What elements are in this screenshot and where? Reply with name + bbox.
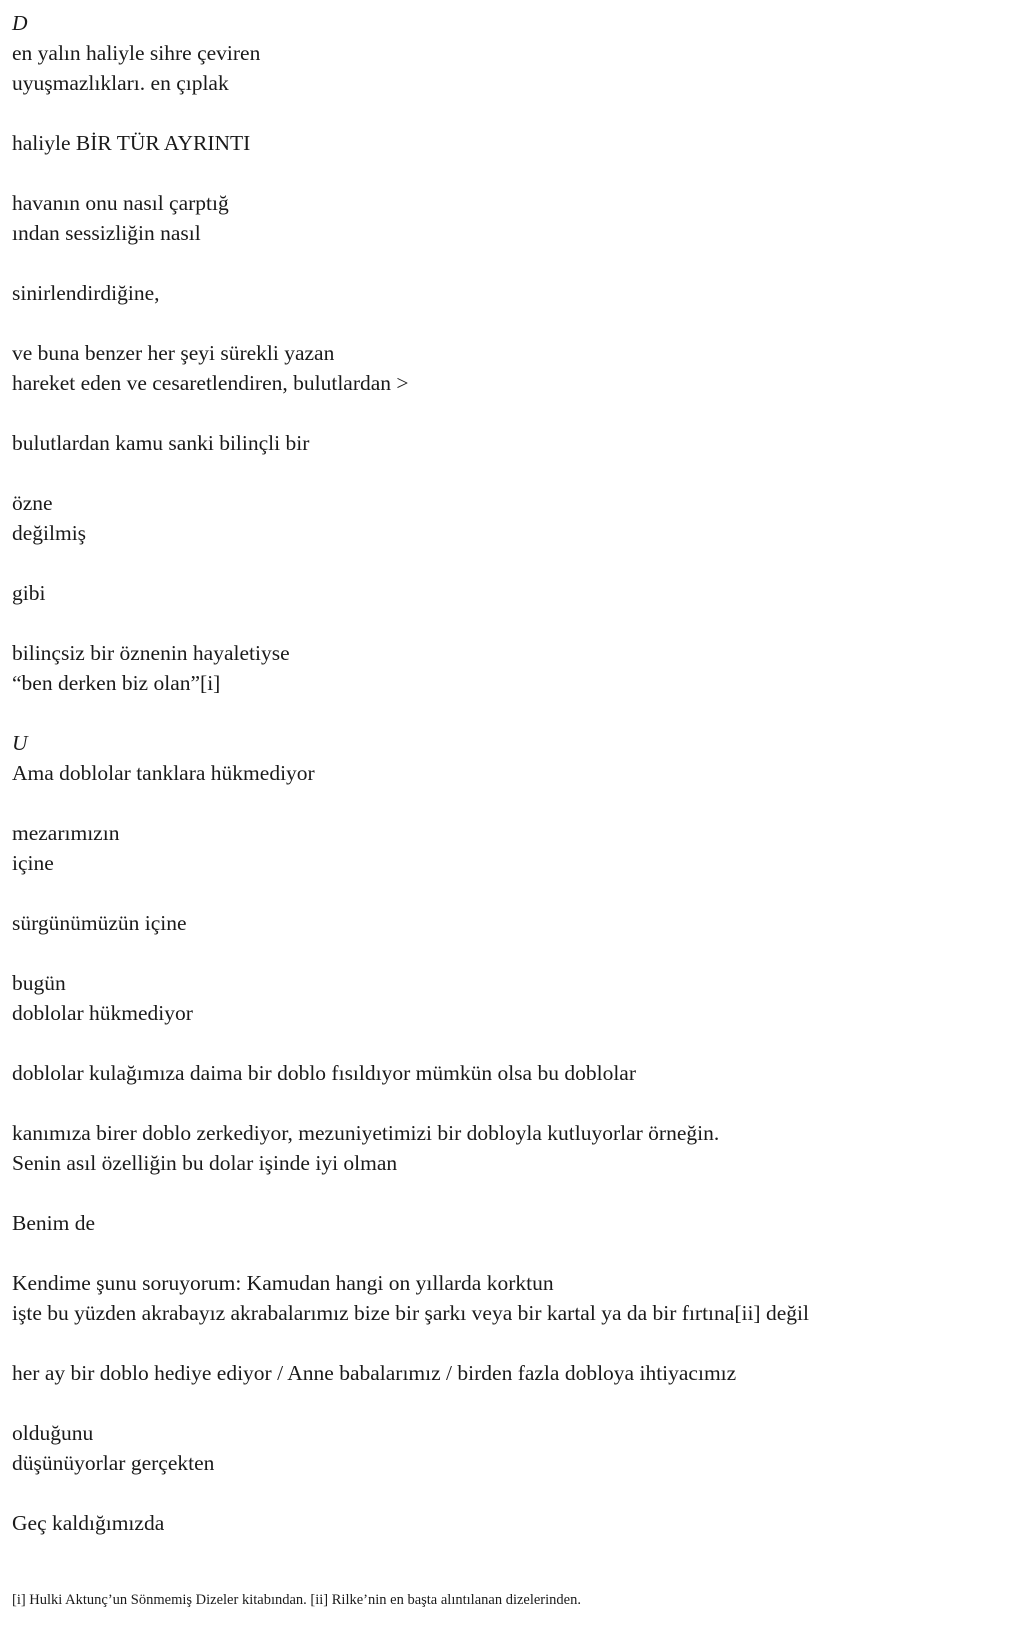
poem-line: özne — [12, 491, 53, 515]
poem-line: Ama doblolar tanklara hükmediyor — [12, 761, 315, 785]
poem-line: doblolar kulağımıza daima bir doblo fısıldıyor mümkün olsa bu doblolar — [12, 1061, 636, 1085]
poem-line: hareket eden ve cesaretlendiren, bulutlardan > — [12, 371, 409, 395]
stanza-gap — [12, 1178, 1012, 1208]
poem-text — [12, 8, 1012, 1538]
poem-line: sürgünümüzün içine — [12, 911, 187, 935]
stanza-gap — [12, 98, 1012, 128]
stanza-gap — [12, 1388, 1012, 1418]
stanza-gap — [12, 1028, 1012, 1058]
poem-line: ından sessizliğin nasıl — [12, 221, 201, 245]
stanza-gap — [12, 248, 1012, 278]
poem-line: ve buna benzer her şeyi sürekli yazan — [12, 341, 335, 365]
stanza-gap — [12, 1238, 1012, 1268]
stanza-gap — [12, 1478, 1012, 1508]
stanza-gap — [12, 398, 1012, 428]
poem-line: havanın onu nasıl çarptığ — [12, 191, 229, 215]
stanza-gap — [12, 698, 1012, 728]
stanza-gap — [12, 458, 1012, 488]
stanza-gap — [12, 308, 1012, 338]
poem-line: bugün — [12, 971, 66, 995]
poem-line: doblolar hükmediyor — [12, 1001, 193, 1025]
poem-line: Benim de — [12, 1211, 95, 1235]
poem-line: düşünüyorlar gerçekten — [12, 1451, 215, 1475]
stanza-gap — [12, 878, 1012, 908]
stanza-gap — [12, 788, 1012, 818]
poem-line: bulutlardan kamu sanki bilinçli bir — [12, 431, 310, 455]
poem-line: gibi — [12, 581, 46, 605]
poem-line: haliyle BİR TÜR AYRINTI — [12, 131, 251, 155]
poem-line: içine — [12, 851, 54, 875]
poem-line: “ben derken biz olan”[i] — [12, 671, 221, 695]
stanza-gap — [12, 938, 1012, 968]
poem-line: mezarımızın — [12, 821, 120, 845]
poem-line: sinirlendirdiğine, — [12, 281, 160, 305]
poem-line: uyuşmazlıkları. en çıplak — [12, 71, 229, 95]
stanza-gap — [12, 548, 1012, 578]
stanza-gap — [12, 608, 1012, 638]
poem-line: değilmiş — [12, 521, 87, 545]
poem-line: işte bu yüzden akrabayız akrabalarımız bize bir şarkı veya bir kartal ya da bir fırtına[ii] değil — [12, 1301, 809, 1325]
footnote: [i] Hulki Aktunç’un Sönmemiş Dizeler kitabından. [ii] Rilke’nin en başta alıntılanan dizelerinden. — [12, 1592, 581, 1608]
poem-line: kanımıza birer doblo zerkediyor, mezuniyetimizi bir dobloyla kutluyorlar örneğin. — [12, 1121, 720, 1145]
poem-line: Senin asıl özelliğin bu dolar işinde iyi olman — [12, 1151, 398, 1175]
stanza-gap — [12, 1088, 1012, 1118]
poem-line: Geç kaldığımızda — [12, 1511, 165, 1535]
stanza-gap — [12, 158, 1012, 188]
section-letter: U — [12, 731, 28, 755]
poem-line: bilinçsiz bir öznenin hayaletiyse — [12, 641, 290, 665]
poem-line: Kendime şunu soruyorum: Kamudan hangi on yıllarda korktun — [12, 1271, 554, 1295]
poem-line: her ay bir doblo hediye ediyor / Anne babalarımız / birden fazla dobloya ihtiyacımız — [12, 1361, 737, 1385]
stanza-gap — [12, 1328, 1012, 1358]
poem-line: olduğunu — [12, 1421, 94, 1445]
poem-line: en yalın haliyle sihre çeviren — [12, 41, 261, 65]
section-letter: D — [12, 11, 28, 35]
